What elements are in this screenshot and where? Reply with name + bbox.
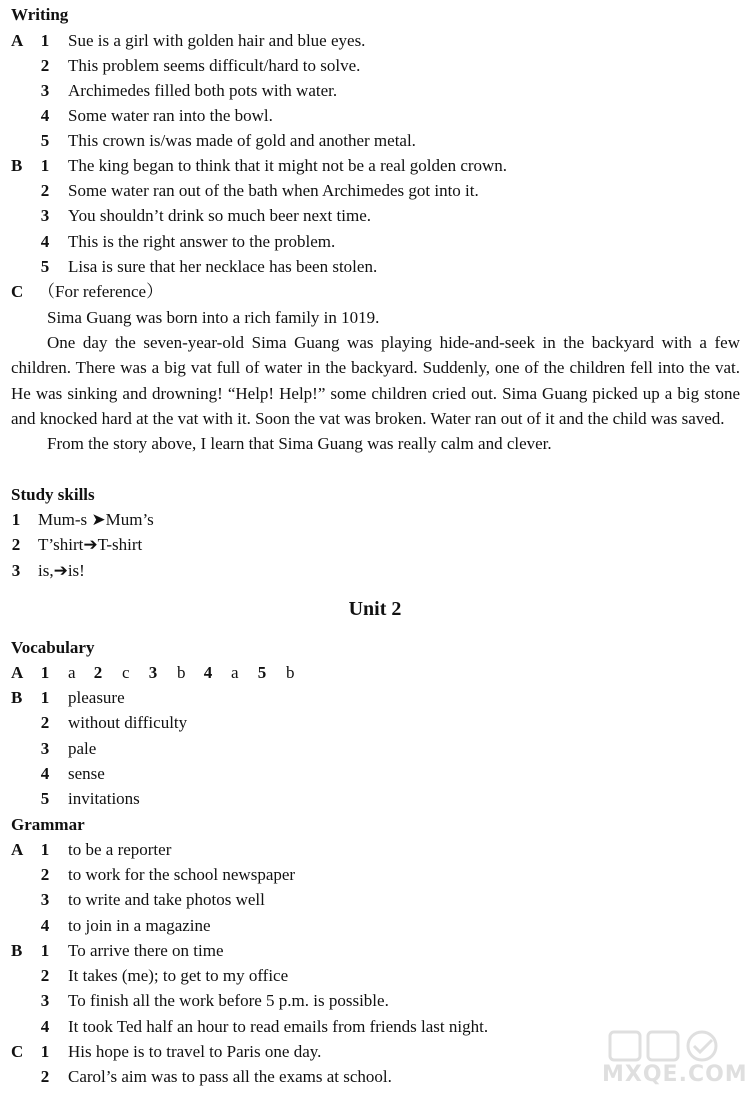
writing-a-item-5	[0, 128, 750, 153]
grammar-heading: Grammar	[11, 815, 85, 834]
item-text: Carol’s aim was to pass all the exams at school.	[68, 1067, 392, 1086]
item-text: Some water ran out of the bath when Archimedes got into it.	[68, 181, 479, 200]
section-label-a: A	[11, 840, 24, 859]
vocabulary-b-item-2	[0, 710, 750, 735]
section-label-c: C	[11, 282, 24, 301]
item-text: to work for the school newspaper	[68, 865, 296, 884]
reference-note: （For reference）	[38, 282, 164, 301]
item-number: 5	[40, 789, 50, 808]
item-number: 4	[40, 916, 50, 935]
item-number: 4	[40, 106, 50, 125]
study-skills-item-2	[0, 532, 750, 557]
study-skills-item-3	[0, 558, 750, 583]
writing-a-item-4	[0, 103, 750, 128]
grammar-a-item-3	[0, 887, 750, 912]
item-text: The king began to think that it might not be a real golden crown.	[68, 156, 508, 175]
item-number: 1	[40, 941, 50, 960]
study-skills-heading: Study skills	[11, 485, 95, 504]
item-text: pale	[68, 739, 97, 758]
item-number: 2	[40, 56, 50, 75]
section-label-b: B	[11, 688, 23, 707]
section-label-b: B	[11, 156, 23, 175]
writing-c-label-row	[0, 279, 750, 304]
item-number: 2	[40, 181, 50, 200]
item-number: 1	[40, 663, 50, 682]
watermark-text: MXQE.COM	[602, 1062, 748, 1087]
answer-letter: c	[122, 663, 130, 682]
watermark-logo-icon	[602, 1028, 742, 1064]
grammar-b-item-3	[0, 988, 750, 1013]
unit-title: Unit 2	[348, 598, 402, 620]
writing-b-item-4	[0, 229, 750, 254]
essay-paragraph-3: From the story above, I learn that Sima Guang was really calm and clever.	[47, 434, 552, 454]
grammar-b-item-2	[0, 963, 750, 988]
item-text: To finish all the work before 5 p.m. is possible.	[68, 991, 389, 1010]
item-number: 3	[40, 991, 50, 1010]
item-number: 3	[40, 206, 50, 225]
item-text: to write and take photos well	[68, 890, 265, 909]
item-text: invitations	[68, 789, 140, 808]
answer-letter: a	[231, 663, 239, 682]
grammar-a-item-1	[0, 837, 750, 862]
item-number: 2	[40, 713, 50, 732]
answer-letter: b	[177, 663, 186, 682]
item-text: Some water ran into the bowl.	[68, 106, 273, 125]
writing-b-item-3	[0, 203, 750, 228]
item-number: 2	[40, 865, 50, 884]
item-number: 2	[40, 966, 50, 985]
item-number: 5	[257, 663, 267, 682]
item-number: 4	[40, 764, 50, 783]
item-number: 2	[11, 535, 21, 554]
item-number: 2	[93, 663, 103, 682]
item-number: 4	[40, 232, 50, 251]
item-number: 1	[40, 31, 50, 50]
item-number: 3	[40, 739, 50, 758]
item-number: 1	[40, 688, 50, 707]
item-text: T’shirt➔T-shirt	[38, 535, 143, 554]
item-text: To arrive there on time	[68, 941, 224, 960]
item-text: pleasure	[68, 688, 125, 707]
writing-b-item-2	[0, 178, 750, 203]
item-number: 5	[40, 131, 50, 150]
grammar-a-item-4	[0, 913, 750, 938]
item-number: 5	[40, 257, 50, 276]
section-label-a: A	[11, 663, 24, 682]
item-number: 2	[40, 1067, 50, 1086]
item-text: This is the right answer to the problem.	[68, 232, 336, 251]
writing-c-essay	[11, 305, 740, 456]
section-label-a: A	[11, 31, 24, 50]
item-text: to join in a magazine	[68, 916, 211, 935]
item-text: It takes (me); to get to my office	[68, 966, 289, 985]
item-number: 3	[148, 663, 158, 682]
item-number: 3	[11, 561, 21, 580]
item-text: Mum-s ➤Mum’s	[38, 510, 154, 529]
answer-letter: b	[286, 663, 295, 682]
item-text: to be a reporter	[68, 840, 172, 859]
vocabulary-b-item-1	[0, 685, 750, 710]
item-number: 1	[11, 510, 21, 529]
item-text: His hope is to travel to Paris one day.	[68, 1042, 322, 1061]
vocabulary-b-item-5	[0, 786, 750, 811]
section-label-b: B	[11, 941, 23, 960]
writing-a-item-3	[0, 78, 750, 103]
item-text: This problem seems difficult/hard to solve.	[68, 56, 361, 75]
vocabulary-b-item-3	[0, 736, 750, 761]
item-text: sense	[68, 764, 105, 783]
watermark	[602, 1028, 748, 1090]
item-number: 3	[40, 81, 50, 100]
writing-b-item-1	[0, 153, 750, 178]
section-label-c: C	[11, 1042, 24, 1061]
writing-b-item-5	[0, 254, 750, 279]
item-text: is,➔is!	[38, 561, 85, 580]
writing-heading: Writing	[11, 5, 69, 24]
grammar-a-item-2	[0, 862, 750, 887]
writing-a-item-1	[0, 28, 750, 53]
essay-paragraph-1: Sima Guang was born into a rich family in 1019.	[47, 308, 380, 327]
item-text: It took Ted half an hour to read emails from friends last night.	[68, 1017, 489, 1036]
item-number: 4	[203, 663, 213, 682]
vocabulary-heading: Vocabulary	[11, 638, 95, 657]
vocabulary-a-row	[0, 660, 750, 685]
study-skills-item-1	[0, 507, 750, 532]
item-number: 1	[40, 1042, 50, 1061]
grammar-b-item-1	[0, 938, 750, 963]
answer-letter: a	[68, 663, 76, 682]
item-text: Archimedes filled both pots with water.	[68, 81, 338, 100]
item-number: 4	[40, 1017, 50, 1036]
writing-a-item-2	[0, 53, 750, 78]
essay-paragraph-2: One day the seven-year-old Sima Guang was playing hide-and-seek in the backyard with a few children. There was a big vat full of water in the backyard. Suddenly, one of the children fell into the vat. He was sinking and drowning! “Help! Help!” some children cried out. Sima Guang picked up a big stone and knocked hard at the vat with it. Soon the vat was broken. Water ran out of it and the child was saved.	[11, 333, 740, 428]
item-text: You shouldn’t drink so much beer next time.	[68, 206, 371, 225]
vocabulary-b-item-4	[0, 761, 750, 786]
item-text: without difficulty	[68, 713, 188, 732]
item-number: 1	[40, 156, 50, 175]
item-text: This crown is/was made of gold and another metal.	[68, 131, 416, 150]
item-text: Lisa is sure that her necklace has been stolen.	[68, 257, 378, 276]
item-number: 1	[40, 840, 50, 859]
item-number: 3	[40, 890, 50, 909]
item-text: Sue is a girl with golden hair and blue eyes.	[68, 31, 366, 50]
